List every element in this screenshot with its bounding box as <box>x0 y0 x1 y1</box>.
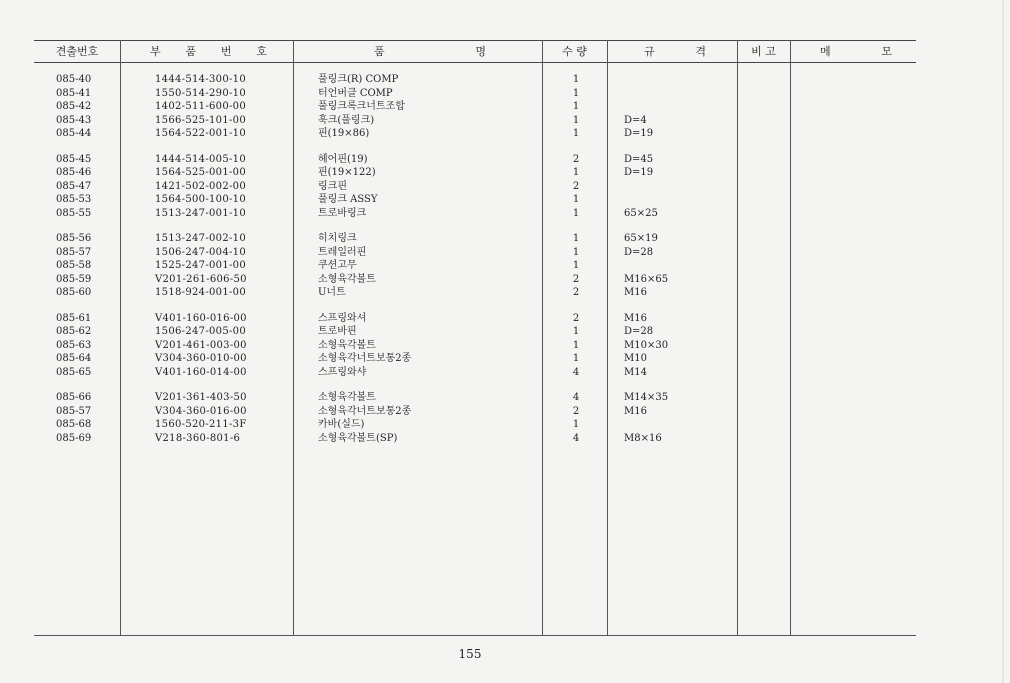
quantity: 1 <box>572 353 580 364</box>
table-row <box>0 432 1010 445</box>
part-number: 1525-247-001-00 <box>155 260 246 271</box>
quantity: 2 <box>572 153 580 165</box>
part-number: 1444-514-300-10 <box>155 74 246 85</box>
table-row <box>0 325 1010 338</box>
part-number: 1506-247-005-00 <box>155 326 246 337</box>
quantity: 2 <box>572 405 580 417</box>
part-name: 트로바링크 <box>318 207 367 219</box>
part-name: 훅크(풀링크) <box>318 114 375 126</box>
table-row <box>0 312 1010 325</box>
footer-rule <box>34 635 916 636</box>
specification: D=4 <box>624 114 647 126</box>
part-number: V218-360-801-6 <box>155 432 241 444</box>
part-code: 085-64 <box>56 353 92 364</box>
part-number: V401-160-016-00 <box>155 312 247 324</box>
specification: M10×30 <box>624 339 669 351</box>
header-note <box>737 42 790 60</box>
part-name: 핀(19×86) <box>318 128 370 139</box>
part-number: V201-361-403-50 <box>155 392 247 403</box>
part-number: V201-261-606-50 <box>155 273 247 285</box>
part-code: 085-66 <box>56 392 92 403</box>
header-qty-label: 수 량 <box>562 45 587 58</box>
table-row <box>0 246 1010 259</box>
part-code: 085-68 <box>56 419 92 430</box>
specification: M10 <box>624 353 647 364</box>
part-number: V201-461-003-00 <box>155 339 247 351</box>
table-row <box>0 127 1010 140</box>
quantity: 1 <box>572 326 580 337</box>
quantity: 1 <box>572 260 580 271</box>
table-row <box>0 259 1010 272</box>
quantity: 1 <box>572 207 580 219</box>
header-name <box>360 42 500 60</box>
table-row <box>0 114 1010 127</box>
part-number: 1566-525-101-00 <box>155 114 246 126</box>
part-code: 085-55 <box>56 207 92 219</box>
part-number: 1421-502-002-00 <box>155 180 246 192</box>
specification: M8×16 <box>624 432 662 444</box>
table-row <box>0 391 1010 404</box>
part-number: 1564-522-001-10 <box>155 128 246 139</box>
part-number: 1564-500-100-10 <box>155 194 246 205</box>
part-code: 085-43 <box>56 114 92 126</box>
specification: D=19 <box>624 128 654 139</box>
part-name: 카바(실드) <box>318 419 365 430</box>
specification: M16 <box>624 312 647 324</box>
header-qty <box>542 42 607 60</box>
header-memo-char: 메 <box>820 45 831 58</box>
part-name: 소형육각너트보통2종 <box>318 405 412 417</box>
quantity: 4 <box>572 366 580 378</box>
header-part <box>136 42 281 60</box>
specification: M16 <box>624 287 647 298</box>
table-row <box>0 207 1010 220</box>
quantity: 4 <box>572 392 580 403</box>
part-name: 스프링와샤 <box>318 366 367 378</box>
specification: 65×19 <box>624 233 658 244</box>
quantity: 1 <box>572 74 580 85</box>
table-row <box>0 339 1010 352</box>
part-name: 소형육각볼트 <box>318 339 376 351</box>
specification: D=45 <box>624 153 654 165</box>
part-code: 085-58 <box>56 260 92 271</box>
quantity: 1 <box>572 233 580 244</box>
page-edge <box>1002 0 1004 683</box>
header-part-char: 번 <box>220 45 232 58</box>
header-part-char: 부 <box>150 45 161 58</box>
quantity: 1 <box>572 339 580 351</box>
part-name: 소형육각볼트 <box>318 392 376 403</box>
table-row <box>0 366 1010 379</box>
part-number: 1518-924-001-00 <box>155 287 246 298</box>
part-name: 트로바핀 <box>318 326 357 337</box>
part-code: 085-42 <box>56 101 92 112</box>
part-name: U너트 <box>318 287 346 298</box>
quantity: 1 <box>572 167 580 178</box>
part-name: 핀(19×122) <box>318 167 376 178</box>
specification: 65×25 <box>624 207 658 219</box>
header-top-rule <box>34 40 916 41</box>
part-code: 085-62 <box>56 326 92 337</box>
quantity: 1 <box>572 194 580 205</box>
quantity: 1 <box>572 128 580 139</box>
part-name: 소형육각볼트 <box>318 273 376 285</box>
part-name: 쿠션고무 <box>318 260 357 271</box>
quantity: 4 <box>572 432 580 444</box>
header-spec-char: 격 <box>695 45 706 58</box>
quantity: 2 <box>572 180 580 192</box>
part-code: 085-40 <box>56 74 92 85</box>
quantity: 1 <box>572 246 580 258</box>
part-code: 085-56 <box>56 233 92 244</box>
part-code: 085-60 <box>56 287 92 298</box>
part-name: 풀링크 ASSY <box>318 194 378 205</box>
specification: D=19 <box>624 167 654 178</box>
quantity: 2 <box>572 273 580 285</box>
part-code: 085-47 <box>56 180 92 192</box>
part-code: 085-45 <box>56 153 92 165</box>
specification: M14×35 <box>624 392 669 403</box>
table-row <box>0 352 1010 365</box>
specification: M16 <box>624 405 647 417</box>
part-code: 085-44 <box>56 128 92 139</box>
quantity: 1 <box>572 114 580 126</box>
specification: D=28 <box>624 246 654 258</box>
table-row <box>0 418 1010 431</box>
header-name-char: 명 <box>475 45 486 58</box>
header-memo <box>806 42 906 60</box>
table-row <box>0 153 1010 166</box>
part-code: 085-63 <box>56 339 92 351</box>
header-memo-char: 모 <box>881 45 892 58</box>
part-code: 085-59 <box>56 273 92 285</box>
part-number: V401-160-014-00 <box>155 366 247 378</box>
table-row <box>0 87 1010 100</box>
part-code: 085-61 <box>56 312 92 324</box>
part-code: 085-69 <box>56 432 92 444</box>
quantity: 2 <box>572 312 580 324</box>
header-note-label: 비 고 <box>751 45 776 58</box>
part-name: 링크핀 <box>318 180 347 192</box>
quantity: 2 <box>572 287 580 298</box>
part-code: 085-57 <box>56 405 92 417</box>
quantity: 1 <box>572 101 580 112</box>
table-row <box>0 286 1010 299</box>
part-code: 085-46 <box>56 167 92 178</box>
part-name: 소형육각볼트(SP) <box>318 432 398 444</box>
table-row <box>0 100 1010 113</box>
part-code: 085-65 <box>56 366 92 378</box>
header-name-char: 품 <box>374 45 385 58</box>
specification: M14 <box>624 366 647 378</box>
part-name: 풀링크록크너트조합 <box>318 101 405 112</box>
header-spec <box>630 42 720 60</box>
quantity: 1 <box>572 419 580 430</box>
header-no <box>34 42 120 60</box>
part-name: 헤어핀(19) <box>318 153 368 165</box>
table-row <box>0 180 1010 193</box>
page-number: 155 <box>458 647 482 661</box>
part-number: V304-360-016-00 <box>155 405 247 417</box>
specification: D=28 <box>624 326 654 337</box>
part-number: 1513-247-002-10 <box>155 233 246 244</box>
part-name: 트레일러핀 <box>318 246 367 258</box>
table-row <box>0 273 1010 286</box>
part-number: 1560-520-211-3F <box>155 419 247 430</box>
part-code: 085-53 <box>56 194 92 205</box>
table-row <box>0 73 1010 86</box>
part-name: 소형육각너트보통2종 <box>318 353 412 364</box>
header-spec-char: 규 <box>644 45 655 58</box>
part-name: 풀링크(R) COMP <box>318 74 399 85</box>
header-no-label: 견출번호 <box>55 45 99 58</box>
table-row <box>0 405 1010 418</box>
part-name: 히치링크 <box>318 233 357 244</box>
quantity: 1 <box>572 87 580 99</box>
part-number: 1550-514-290-10 <box>155 87 246 99</box>
specification: M16×65 <box>624 273 669 285</box>
header-bottom-rule <box>34 62 916 63</box>
part-number: 1444-514-005-10 <box>155 153 246 165</box>
part-name: 스프링와셔 <box>318 312 367 324</box>
table-row <box>0 193 1010 206</box>
part-name: 터언버클 COMP <box>318 87 393 99</box>
header-part-char: 품 <box>185 45 197 58</box>
header-part-char: 호 <box>256 45 267 58</box>
part-number: V304-360-010-00 <box>155 353 247 364</box>
table-row <box>0 166 1010 179</box>
part-number: 1513-247-001-10 <box>155 207 246 219</box>
part-code: 085-57 <box>56 246 92 258</box>
table-row <box>0 232 1010 245</box>
part-number: 1402-511-600-00 <box>155 101 246 112</box>
part-code: 085-41 <box>56 87 92 99</box>
part-number: 1506-247-004-10 <box>155 246 246 258</box>
part-number: 1564-525-001-00 <box>155 167 246 178</box>
